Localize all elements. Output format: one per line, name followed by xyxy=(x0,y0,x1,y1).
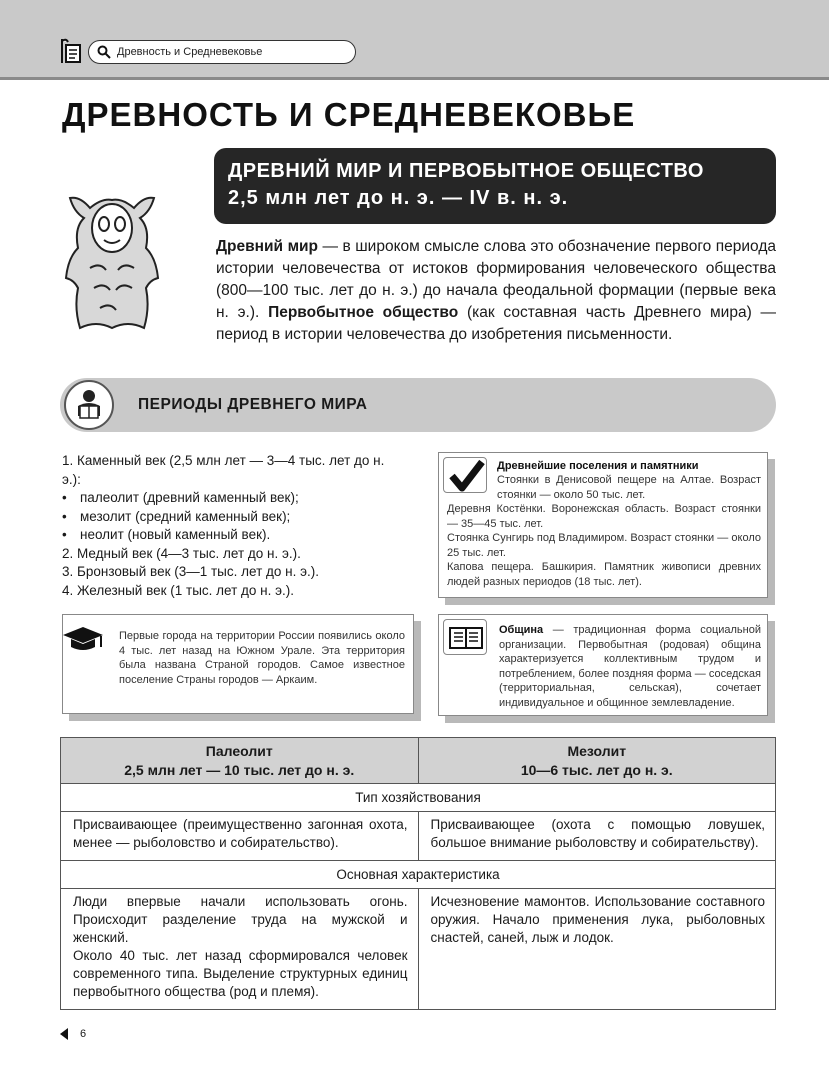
list-item: • палеолит (древний каменный век); xyxy=(62,489,402,508)
list-item: 3. Бронзовый век (3—1 тыс. лет до н. э.). xyxy=(62,564,319,579)
table-header xyxy=(61,738,775,784)
col2-dates: 10—6 тыс. лет до н. э. xyxy=(520,762,673,778)
periods-list xyxy=(62,452,402,600)
bullet-icon: • xyxy=(62,527,67,542)
graduation-cap-badge xyxy=(61,621,105,657)
term-ancient-world: Древний мир xyxy=(216,238,319,255)
community-text: — традиционная форма социальной организации. Первобытная (родовая) община характеризуется коллективным трудом и потреблением, более поздняя форма — соседская (территориальная, сельская), сочетает индивидуальное и общинное землевладение. xyxy=(499,624,761,709)
bullet-icon: • xyxy=(62,490,67,505)
comparison-table xyxy=(60,737,776,1010)
list-item: • неолит (новый каменный век). xyxy=(62,526,402,545)
term-primitive-society: Первобытное общество xyxy=(268,304,459,321)
row-label-characteristic: Основная характеристика xyxy=(61,861,775,889)
book-badge xyxy=(443,619,487,655)
animal-skin-illustration-icon xyxy=(60,188,164,338)
intro-text-1: — в широком смысле слова это обозначение первого периода истории человечества от истоков формирования человеческого общества (800—100 тыс. лет до н. э.) до начала феодальной формации (первые века н. э.). xyxy=(216,238,776,321)
table-row xyxy=(61,889,775,1009)
open-book-icon xyxy=(444,620,488,656)
intro-paragraph xyxy=(216,236,776,346)
section-header xyxy=(60,378,776,432)
community-box xyxy=(438,614,768,716)
cities-text: Первые города на территории России появились около 4 тыс. лет назад на Южном Урале. Эта территория была названа Страной городов. Самое известное поселение Страны городов — Аркаим. xyxy=(119,630,405,686)
header-mesolithic xyxy=(418,738,776,783)
header-paleolithic xyxy=(61,738,418,783)
page-footer xyxy=(60,1028,86,1040)
table-cell: Присваивающее (охота с помощью ловушек, большое внимание рыболовству и собирательству). xyxy=(418,812,776,860)
table-cell: Люди впервые начали использовать огонь. Происходит разделение труда на мужской и женский. Около 40 тыс. лет назад сформировался человек современного типа. Выделение структурных единиц первобытного общества (род и племя). xyxy=(73,894,408,999)
community-term: Община xyxy=(499,624,544,636)
intro-text-2: (как составная часть Древнего мира) — период в истории человечества до изобретения письменности. xyxy=(216,304,776,343)
list-item: 4. Железный век (1 тыс. лет до н. э.). xyxy=(62,582,295,598)
list-item: 1. Каменный век (2,5 млн лет — 3—4 тыс. лет до н. э.): xyxy=(62,453,385,487)
book-logo-icon xyxy=(58,36,84,66)
settlement-item: Стоянка Сунгирь под Владимиром. Возраст стоянки — около 25 тыс. лет. xyxy=(447,532,761,559)
col1-name: Палеолит xyxy=(205,743,273,759)
page-number: 6 xyxy=(80,1028,87,1040)
settlements-title: Древнейшие поселения и памятники xyxy=(497,460,699,472)
settlement-item: Деревня Костёнки. Воронежская область. Возраст стоянки — 35—45 тыс. лет. xyxy=(447,503,761,530)
top-bar xyxy=(0,0,829,80)
cities-box xyxy=(62,614,414,714)
search-field[interactable] xyxy=(88,40,356,64)
bullet-icon: • xyxy=(62,508,67,524)
settlement-item: Стоянки в Денисовой пещере на Алтае. Возраст стоянки — около 50 тыс. лет. xyxy=(497,474,761,501)
settlements-box xyxy=(438,452,768,598)
table-cell: Исчезновение мамонтов. Использование составного оружия. Начало применения лука, рыболовных снастей, саней, лыж и лодок. xyxy=(418,889,776,1009)
section-title: ПЕРИОДЫ ДРЕВНЕГО МИРА xyxy=(138,396,368,413)
reader-icon-circle xyxy=(64,380,114,430)
page-title: ДРЕВНОСТЬ И СРЕДНЕВЕКОВЬЕ xyxy=(62,96,636,133)
col1-dates: 2,5 млн лет — 10 тыс. лет до н. э. xyxy=(124,762,355,778)
search-icon xyxy=(97,45,111,59)
search-text: Древность и Средневековье xyxy=(117,46,263,58)
col2-name: Мезолит xyxy=(567,743,627,759)
table-row xyxy=(61,812,775,861)
settlement-item: Капова пещера. Башкирия. Памятник живописи древних людей разных периодов (18 тыс. лет). xyxy=(447,561,761,588)
banner-dates: 2,5 млн лет до н. э. — IV в. н. э. xyxy=(228,187,569,209)
era-banner xyxy=(214,148,776,224)
row-label-economy: Тип хозяйствования xyxy=(61,784,775,812)
banner-title: ДРЕВНИЙ МИР И ПЕРВОБЫТНОЕ ОБЩЕСТВО xyxy=(228,160,704,182)
list-item: • мезолит (средний каменный век); xyxy=(62,508,402,527)
list-item: 2. Медный век (4—3 тыс. лет до н. э.). xyxy=(62,545,301,561)
table-cell: Присваивающее (преимущественно загонная охота, менее — рыболовство и собирательство). xyxy=(73,817,408,850)
reader-icon xyxy=(66,382,112,428)
graduation-cap-icon xyxy=(61,621,105,657)
prev-arrow-icon xyxy=(60,1028,68,1040)
